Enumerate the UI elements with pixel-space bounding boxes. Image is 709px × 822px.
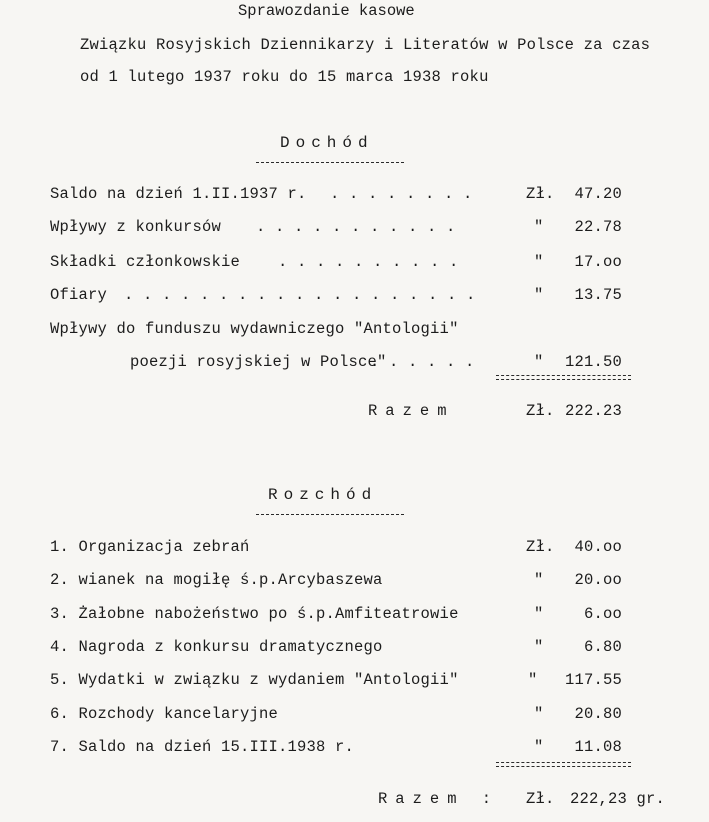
report-title: Sprawozdanie kasowe: [238, 2, 415, 20]
income-total-label: Razem: [368, 402, 455, 420]
income-row-label: Wpływy z konkursów: [50, 218, 222, 236]
report-subtitle-line2: od 1 lutego 1937 roku do 15 marca 1938 roku: [80, 68, 489, 86]
income-row-dots: . . . . . . . . . .: [278, 253, 459, 271]
expense-row-amount: 6.oo: [583, 605, 622, 623]
expense-row-label: 7. Saldo na dzień 15.III.1938 r.: [50, 738, 355, 756]
expenses-heading-underline: [256, 514, 404, 515]
income-heading: Dochód: [280, 134, 374, 152]
income-row-currency: ": [534, 286, 544, 304]
income-row-dots: . . . . . . . . . . .: [256, 218, 456, 236]
expense-row-label: 2. wianek na mogiłę ś.p.Arcybaszewa: [50, 571, 383, 589]
income-heading-underline: [256, 162, 404, 163]
income-total-currency: Zł.: [526, 402, 555, 420]
expense-row-currency: ": [534, 605, 544, 623]
expenses-total-amount: 222,23 gr.: [570, 790, 666, 808]
income-row-amount: 13.75: [574, 286, 622, 304]
expense-row-currency: ": [534, 638, 544, 656]
income-row-amount: 47.20: [574, 185, 622, 203]
expense-row-amount: 20.oo: [574, 571, 622, 589]
expense-row-currency: ": [534, 738, 544, 756]
income-row-label: Ofiary: [50, 286, 108, 304]
expenses-total-rule: [496, 762, 631, 767]
expense-row-currency: ": [528, 671, 538, 689]
income-row-label: Wpływy do funduszu wydawniczego "Antologii": [50, 320, 459, 338]
expense-row-currency: ": [534, 571, 544, 589]
expense-row-amount: 40.oo: [574, 538, 622, 556]
expense-row-amount: 6.80: [583, 638, 622, 656]
income-row-currency: Zł.: [526, 185, 555, 203]
expense-row-label: 3. Żałobne nabożeństwo po ś.p.Amfiteatrowie: [50, 605, 459, 623]
expense-row-currency: ": [534, 705, 544, 723]
income-row-amount: 22.78: [574, 218, 622, 236]
expense-row-label: 5. Wydatki w związku z wydaniem "Antologii": [50, 671, 459, 689]
expense-row-label: 6. Rozchody kancelaryjne: [50, 705, 279, 723]
expenses-total-currency: Zł.: [526, 790, 555, 808]
income-row-amount: 121.50: [564, 353, 622, 371]
income-total-rule: [496, 375, 631, 380]
report-subtitle-line1: Związku Rosyjskich Dziennikarzy i Literatów w Polsce za czas: [80, 36, 651, 54]
income-row-amount: 17.oo: [574, 253, 622, 271]
expense-row-amount: 11.08: [574, 738, 622, 756]
income-row-label: poezji rosyjskiej w Polsce": [130, 353, 387, 371]
expense-row-currency: Zł.: [526, 538, 555, 556]
income-row-dots: . . . . . . . .: [330, 185, 473, 203]
expenses-total-label: Razem :: [378, 790, 500, 808]
expense-row-amount: 20.80: [574, 705, 622, 723]
expense-row-label: 4. Nagroda z konkursu dramatycznego: [50, 638, 383, 656]
income-row-label: Saldo na dzień 1.II.1937 r.: [50, 185, 307, 203]
expense-row-label: 1. Organizacja zebrań: [50, 538, 250, 556]
income-row-dots: . . . . . .: [370, 353, 475, 371]
income-row-label: Składki członkowskie: [50, 253, 241, 271]
income-row-currency: ": [534, 218, 544, 236]
income-row-currency: ": [534, 353, 544, 371]
expense-row-amount: 117.55: [564, 671, 622, 689]
income-row-currency: ": [534, 253, 544, 271]
income-row-dots: . . . . . . . . . . . . . . . . . . .: [124, 286, 476, 304]
expenses-heading: Rozchód: [268, 486, 378, 504]
income-total-amount: 222.23: [564, 402, 622, 420]
